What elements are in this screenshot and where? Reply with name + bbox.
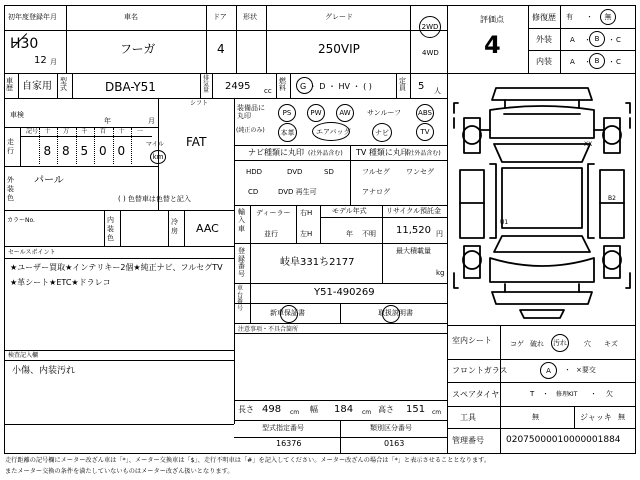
mileage-grid-line [39, 128, 40, 164]
int-grade-b-circle: B [589, 53, 605, 69]
mileage-header-cell: 百 [100, 128, 107, 135]
drive-2wd-circle: 2WD [419, 16, 441, 38]
displacement-label: 排気量 [203, 75, 210, 94]
equip-nav-circle: ナビ [372, 123, 392, 142]
equip-airbag: エアバッグ [316, 128, 351, 136]
exterior-color: パール [34, 175, 64, 186]
import-parallel: 並行 [264, 230, 278, 238]
nav-dvd-play: DVD 再生可 [278, 188, 317, 196]
reg-month: 12 [34, 55, 47, 66]
equip-sunroof: サンルーフ [367, 109, 402, 117]
footer-note-2: またメーター交換の条件を満たしていないものはメーター改ざん扱いとなります。 [5, 468, 234, 475]
spare-dot2: ・ [590, 390, 597, 398]
repair-label: 注意事項・不具合箇所 [238, 326, 299, 333]
equipment-sublabel: (純正のみ) [236, 127, 265, 134]
fuel-options: G ・ D ・ HV ・ ( ) [300, 82, 372, 91]
width-label: 幅 [310, 405, 318, 414]
nav-sd: SD [324, 168, 334, 176]
first-reg-label: 初年度登録年月 [8, 13, 57, 21]
new-warranty: 新車保証書 [270, 309, 305, 317]
reg-year: H30 [10, 36, 39, 52]
mileage-grid-line [76, 128, 77, 164]
int-grade-c: C [616, 58, 621, 66]
sales-points-line2: ★革シート★ETC★ドラレコ [10, 278, 111, 287]
mark-xx: XX [584, 141, 593, 148]
car-damage-diagram [450, 78, 634, 323]
mgmt-label: 管理番号 [452, 436, 484, 445]
width-value: 184 [334, 404, 354, 415]
ac-label: 冷房 [171, 218, 178, 236]
mgmt-number: 02075000010000001884 [506, 435, 621, 445]
grade-value: 250VIP [318, 42, 360, 56]
mile-unit: マイル [146, 141, 164, 148]
seat-scratch: キズ [604, 340, 618, 348]
mark-b2: B2 [608, 195, 616, 202]
nav-title: ナビ種類に丸印 [248, 148, 304, 157]
equip-aw-circle: AW [336, 104, 354, 122]
equip-abs-circle: ABS [416, 104, 434, 122]
tv-oneseg: ワンセグ [406, 168, 434, 176]
door-count: 4 [217, 42, 225, 56]
load-label: 最大積載量 [396, 247, 431, 255]
windshield-label: フロントガラス [452, 366, 508, 375]
exterior-note: ( ) 色替車は色替と記入 [118, 195, 191, 203]
type-designation: 16376 [276, 439, 302, 448]
grade-label: グレード [325, 13, 353, 21]
equip-leather-circle: 本革 [278, 123, 297, 142]
reg-no-label: 登録番号 [238, 247, 245, 279]
displacement-value: 2495 [225, 81, 251, 92]
exterior-label: 外装色 [7, 176, 14, 203]
jack-label: ジャッキ [580, 413, 612, 422]
mileage-header-cell: 記号 [26, 128, 39, 135]
mileage-digit: 8 [62, 144, 70, 158]
mileage-digit: 5 [80, 144, 89, 158]
length-label: 長さ [238, 405, 254, 414]
equip-tv-circle: TV [416, 123, 434, 141]
ext-grade-dot1: ・ [584, 36, 591, 44]
mark-u1: U1 [500, 219, 509, 226]
fuel-label: 燃料 [279, 77, 286, 92]
length-value: 498 [262, 404, 282, 415]
windshield-a-circle: A [540, 362, 557, 379]
equipment-label: 装備品に丸印 [237, 104, 265, 121]
width-unit: cm [362, 409, 372, 416]
nav-dvd: DVD [287, 168, 303, 176]
car-name: フーガ [120, 42, 156, 56]
int-grade-a: A [570, 58, 575, 66]
seat-hole: 穴 [584, 340, 591, 348]
manual: 取扱説明書 [378, 309, 413, 317]
manual-circle [382, 305, 400, 323]
color-no-label: カラーNo. [7, 217, 35, 224]
class-label: 類別区分番号 [370, 424, 412, 432]
interior-seat-label: 室内シート [452, 336, 492, 345]
tv-fullseg: フルセグ [362, 168, 390, 176]
inspector-label: 検査記入欄 [8, 352, 39, 359]
spare-kit: 修理KIT [556, 391, 578, 398]
tools-label: 工具 [460, 413, 476, 422]
mileage-grid-line [113, 128, 114, 164]
jack-value: 無 [618, 413, 625, 421]
seat-tear: 破れ [530, 340, 544, 348]
seat-stain-circle: 汚れ [551, 334, 569, 352]
inspection-year: 年 [104, 117, 111, 125]
load-unit: kg [436, 269, 445, 277]
km-unit-circle: km [150, 150, 166, 164]
tv-title: TV 種類に丸印 [356, 148, 409, 157]
mileage-header-cell: 一 [137, 128, 144, 135]
ext-grade-a: A [570, 36, 575, 44]
score-value: 4 [484, 31, 501, 59]
inspection-label: 車検 [10, 111, 24, 119]
interior-grade-label: 内装 [536, 57, 552, 66]
spare-t: T [530, 390, 535, 398]
equip-pw-circle: PW [307, 104, 325, 122]
score-label: 評価点 [480, 15, 504, 24]
spare-missing: 欠 [606, 390, 613, 398]
int-grade-dot2: ・ [608, 58, 615, 66]
drive-4wd: 4WD [422, 49, 439, 57]
tools-value: 無 [532, 413, 539, 421]
model-year-unknown: 不明 [362, 230, 376, 238]
inspection-month: 月 [148, 117, 155, 125]
capacity-label: 定員 [399, 77, 406, 92]
car-name-label: 車名 [124, 13, 138, 21]
shift-label: シフト [190, 100, 209, 107]
door-label: ドア [213, 13, 227, 21]
shift-value: FAT [186, 135, 207, 149]
seat-burn: コゲ [510, 340, 524, 348]
windshield-dot: ・ [564, 366, 571, 374]
sales-points-line1: ★ユーザー買取★インテリキー2個★純正ナビ、フルセグTV [10, 263, 223, 272]
handle-left: 左H [300, 230, 313, 238]
reg-month-unit: 月 [50, 58, 57, 66]
type-designation-label: 型式指定番号 [262, 424, 304, 432]
mileage-digit: 0 [99, 144, 107, 158]
mileage-label: 走行 [7, 138, 14, 156]
interior-color-label: 内装色 [107, 216, 114, 243]
spare-dot1: ・ [542, 390, 549, 398]
mileage-grid-line [94, 128, 95, 164]
recycle-label: リサイクル預託金 [386, 207, 442, 215]
shape-label: 形状 [243, 13, 257, 21]
repair-history-label: 修復歴 [532, 13, 556, 22]
mileage-grid-line [57, 128, 58, 164]
height-label: 高さ [378, 405, 394, 414]
fuel-selected-circle [296, 77, 313, 94]
chassis-label: 車台番号 [237, 285, 244, 312]
footer-note-1: 走行距離の記号欄にメーター改ざん車は「*」、メーター交換車は「$」、走行不明車は「#」を記入してください。メーター改ざんの場合は「*」と表示させることとなります。 [5, 457, 491, 464]
model-label: 型式 [60, 77, 67, 92]
handle-right: 右H [300, 209, 313, 217]
exterior-grade-label: 外装 [536, 35, 552, 44]
repair-dot: ・ [586, 13, 593, 21]
repair-none-circle: 無 [600, 9, 616, 25]
mileage-header-cell: 十 [118, 128, 125, 135]
mileage-header-cell: 十 [44, 128, 51, 135]
repair-has: 有 [566, 13, 573, 21]
tv-analog: アナログ [362, 188, 390, 196]
nav-cd: CD [248, 188, 259, 196]
height-value: 151 [406, 404, 426, 415]
chassis-no: Y51-490269 [314, 287, 375, 298]
equip-ps-circle: PS [278, 104, 296, 122]
recycle-yen: 円 [436, 230, 443, 238]
ext-grade-c: C [616, 36, 621, 44]
mileage-header-cell: 万 [63, 128, 70, 135]
length-unit: cm [290, 409, 300, 416]
class-no: 0163 [384, 439, 405, 448]
nav-hdd: HDD [246, 168, 263, 176]
ext-grade-b-circle: B [589, 31, 605, 47]
equip-airbag-circle [312, 122, 350, 141]
capacity-unit: 人 [434, 87, 441, 95]
category-label: 車歴 [6, 77, 13, 92]
model-year-label: モデル年式 [332, 207, 367, 215]
category-value: 自家用 [22, 81, 52, 92]
mileage-digit: 0 [117, 144, 126, 158]
sales-points-label: セールスポイント [8, 249, 56, 256]
tv-sub: (社外品含む) [406, 150, 441, 157]
new-warranty-circle [280, 305, 298, 323]
height-unit: cm [432, 409, 442, 416]
capacity-value: 5 [418, 81, 425, 92]
model-value: DBA-Y51 [105, 80, 156, 94]
recycle-amount: 11,520 [396, 225, 431, 236]
model-year-year: 年 [346, 230, 353, 238]
mileage-digit: 8 [43, 144, 52, 158]
nav-sub: (社外品含む) [308, 150, 343, 157]
int-grade-dot1: ・ [584, 58, 591, 66]
ac-value: AAC [196, 222, 219, 235]
windshield-replace: ×要交 [576, 366, 596, 374]
import-dealer: ディーラー [256, 209, 291, 217]
reg-no: 岐阜331ち2177 [280, 257, 355, 268]
mileage-grid-line [131, 128, 132, 164]
spare-label: スペアタイヤ [452, 390, 500, 399]
ext-grade-dot2: ・ [608, 36, 615, 44]
inspector-note: 小傷、内装汚れ [12, 366, 76, 376]
displacement-unit: cc [264, 87, 272, 95]
mileage-header-cell: 千 [81, 128, 88, 135]
import-label: 輸入車 [238, 208, 245, 233]
